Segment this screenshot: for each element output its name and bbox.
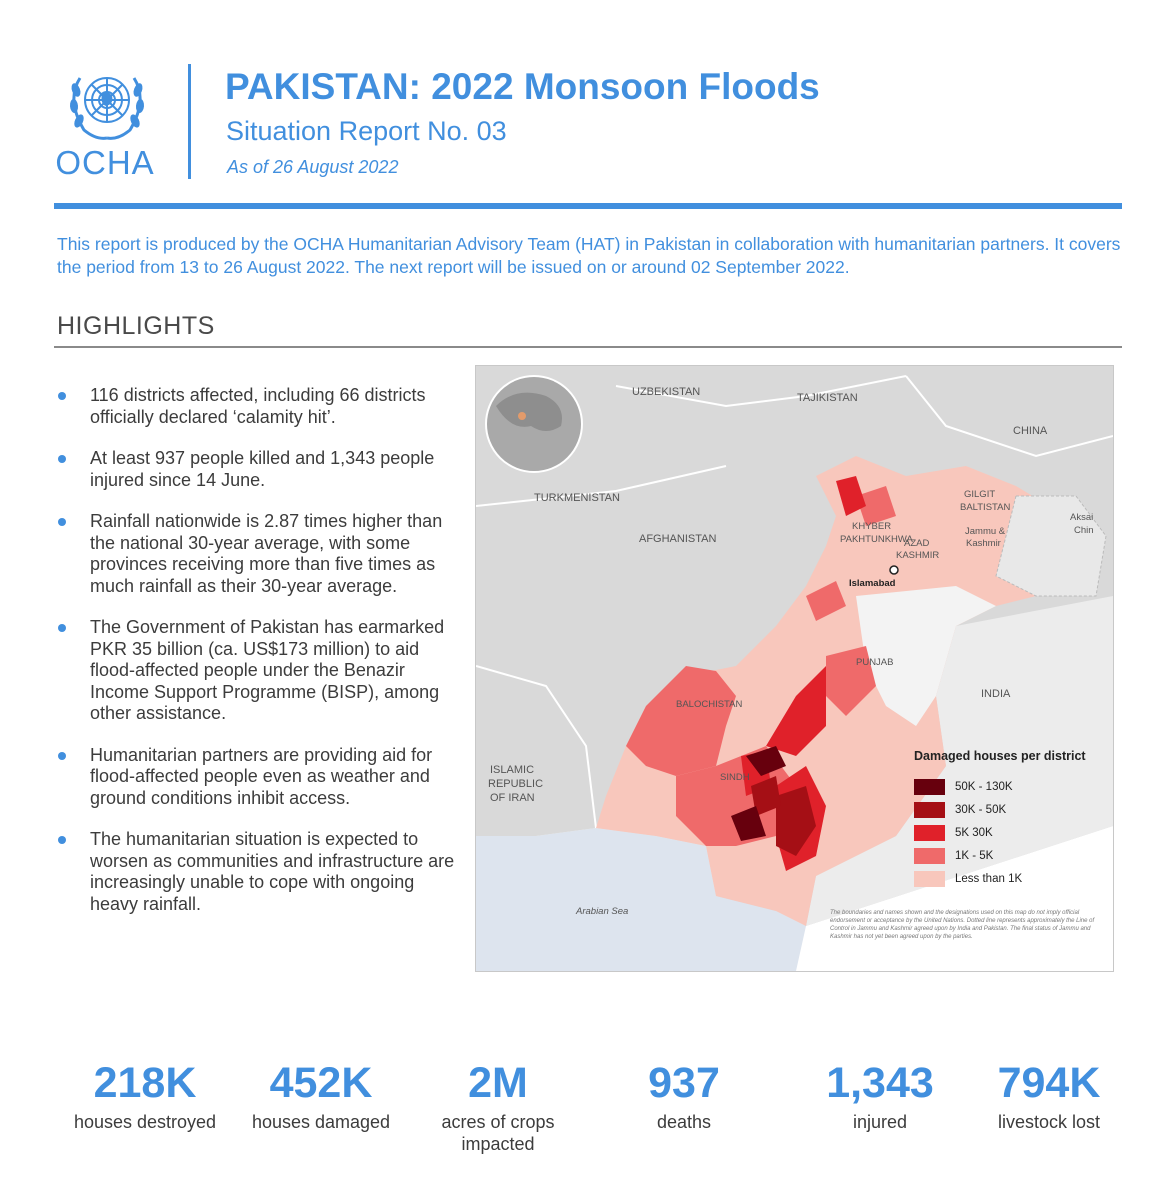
label-punjab: PUNJAB	[856, 657, 894, 668]
stat-value: 794K	[997, 1059, 1101, 1107]
bullet-icon	[58, 518, 66, 526]
list-item	[58, 745, 458, 810]
legend-label: 1K - 5K	[955, 849, 994, 862]
logo-text: OCHA	[55, 144, 155, 181]
stat-livestock-lost	[964, 1055, 1134, 1133]
label-afghanistan: AFGHANISTAN	[639, 533, 717, 545]
label-pakhtunkhwa: PAKHTUNKHWA	[840, 534, 913, 545]
stat-label: livestock lost	[997, 1112, 1101, 1132]
legend-swatch	[914, 802, 945, 818]
label-iran-3: OF IRAN	[490, 792, 535, 804]
map-legend	[914, 749, 1104, 890]
un-emblem-icon	[52, 64, 162, 146]
header-divider	[188, 64, 191, 179]
stat-label: acres of crops impacted	[441, 1112, 555, 1154]
stat-deaths	[599, 1055, 769, 1133]
legend-item	[914, 844, 1104, 867]
stat-label: injured	[852, 1112, 908, 1132]
list-item	[58, 511, 458, 597]
stat-label: houses destroyed	[73, 1112, 217, 1132]
legend-item	[914, 867, 1104, 890]
highlights-heading: HIGHLIGHTS	[57, 312, 215, 340]
page-title: PAKISTAN: 2022 Monsoon Floods	[225, 66, 820, 107]
ocha-logo	[52, 64, 162, 180]
stat-value: 452K	[269, 1059, 373, 1107]
stat-value: 937	[648, 1059, 720, 1107]
label-uzbekistan: UZBEKISTAN	[632, 386, 701, 398]
legend-swatch	[914, 848, 945, 864]
label-aksai: Aksai	[1070, 512, 1094, 523]
label-azad: AZAD	[904, 538, 930, 549]
label-chin: Chin	[1074, 525, 1094, 536]
stat-value: 2M	[468, 1059, 528, 1107]
label-balochistan: BALOCHISTAN	[676, 699, 743, 710]
label-jammu: Jammu &	[965, 526, 1006, 537]
flood-damage-map	[475, 365, 1114, 972]
stat-label: houses damaged	[251, 1112, 391, 1132]
legend-swatch	[914, 871, 945, 887]
bullet-text: The humanitarian situation is expected to worsen as communities and infrastructure are increasingly unable to cope with ongoing heavy rainfall.	[90, 829, 455, 914]
list-item	[58, 617, 458, 725]
legend-label: 30K - 50K	[955, 803, 1007, 816]
bullet-text: Rainfall nationwide is 2.87 times higher than the national 30-year average, with some provinces receiving more than five times as much rainfall as their 30-year average.	[90, 511, 443, 596]
label-turkmenistan: TURKMENISTAN	[534, 492, 620, 504]
highlights-list	[58, 385, 458, 935]
legend-label: Less than 1K	[955, 872, 1023, 885]
label-islamabad: Islamabad	[849, 578, 896, 589]
stat-label: deaths	[656, 1112, 712, 1132]
label-china: CHINA	[1013, 425, 1048, 437]
bullet-text: The Government of Pakistan has earmarked PKR 35 billion (ca. US$173 million) to aid flood-affected people under the Benazir Income Support Programme (BISP), among other assistance.	[90, 617, 445, 723]
bullet-text: Humanitarian partners are providing aid for flood-affected people even as weather and ground conditions inhibit access.	[90, 744, 433, 808]
label-kashmir: Kashmir	[966, 538, 1001, 549]
label-india: INDIA	[981, 688, 1011, 700]
list-item	[58, 829, 458, 915]
label-iran-2: REPUBLIC	[488, 778, 544, 790]
bullet-text: 116 districts affected, including 66 districts officially declared ‘calamity hit’.	[90, 385, 426, 427]
legend-item	[914, 798, 1104, 821]
stat-injured	[795, 1055, 965, 1133]
label-sindh: SINDH	[720, 772, 750, 783]
legend-swatch	[914, 825, 945, 841]
page-subtitle: Situation Report No. 03	[226, 116, 507, 146]
legend-label: 5K 30K	[955, 826, 993, 839]
bullet-icon	[58, 624, 66, 632]
label-khyber: KHYBER	[852, 521, 892, 532]
stat-value: 1,343	[826, 1059, 934, 1107]
legend-title: Damaged houses per district	[914, 749, 1086, 763]
list-item	[58, 448, 458, 491]
stat-crops-impacted	[413, 1055, 583, 1155]
label-arabian-sea: Arabian Sea	[576, 906, 629, 917]
label-baltistan: BALTISTAN	[960, 502, 1011, 513]
stat-houses-damaged	[236, 1055, 406, 1133]
label-azad-kashmir: KASHMIR	[896, 550, 940, 561]
legend-swatch	[914, 779, 945, 795]
bullet-icon	[58, 752, 66, 760]
stat-value: 218K	[93, 1059, 197, 1107]
label-iran-1: ISLAMIC	[490, 764, 535, 776]
legend-label: 50K - 130K	[955, 780, 1013, 793]
header-rule	[54, 203, 1122, 209]
legend-item	[914, 821, 1104, 844]
bullet-icon	[58, 455, 66, 463]
map-disclaimer: The boundaries and names shown and the designations used on this map do not imply official endorsement or acceptance by the United Nations. Dotted line represents approximately the Line of Control in Jammu and Kashmir agreed upon by India and Pakistan. The final status of Jammu and Kashmir has not yet been agreed upon by the parties.	[830, 910, 1095, 940]
bullet-text: At least 937 people killed and 1,343 people injured since 14 June.	[90, 448, 435, 490]
list-item	[58, 385, 458, 428]
label-tajikistan: TAJIKISTAN	[797, 392, 858, 404]
intro-paragraph: This report is produced by the OCHA Humanitarian Advisory Team (HAT) in Pakistan in collaboration with humanitarian partners. It covers the period from 13 to 26 August 2022. The next report will be issued on or around 02 September 2022.	[57, 234, 1121, 277]
legend-item	[914, 775, 1104, 798]
report-date: As of 26 August 2022	[227, 157, 399, 177]
bullet-icon	[58, 392, 66, 400]
highlights-rule	[54, 346, 1122, 348]
stat-houses-destroyed	[60, 1055, 230, 1133]
islamabad-marker-icon	[890, 566, 898, 574]
bullet-icon	[58, 836, 66, 844]
label-gilgit: GILGIT	[964, 489, 996, 500]
